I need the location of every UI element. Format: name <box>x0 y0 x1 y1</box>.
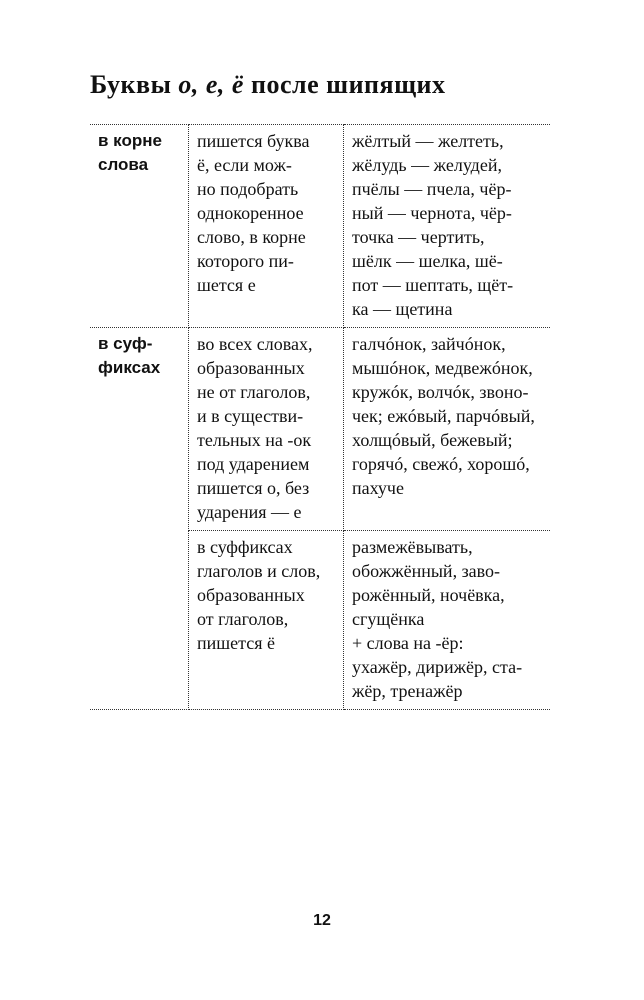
rule-line: пишется буква <box>197 131 310 151</box>
example-line: размежёвывать, <box>352 537 473 557</box>
rule-line: которого пи- <box>197 251 294 271</box>
table-row <box>90 125 550 328</box>
example-line: + слова на -ёр: <box>352 633 464 653</box>
rule-line: однокоренное <box>197 203 304 223</box>
example-line: галчóнок, зайчóнок, <box>352 334 506 354</box>
rule-cell <box>189 328 344 531</box>
page-number: 12 <box>313 912 331 929</box>
example-line: жёлтый — желтеть, <box>352 131 504 151</box>
rule-line: пишется ё <box>197 633 275 653</box>
rule-line: ё, если мож- <box>197 155 292 175</box>
rule-line: глаголов и слов, <box>197 561 321 581</box>
examples-cell <box>344 125 551 328</box>
title-part-1: Буквы <box>90 70 172 99</box>
example-line: ный — чернота, чёр- <box>352 203 512 223</box>
example-line: ка — щетина <box>352 299 453 319</box>
page-title <box>90 70 446 100</box>
rule-line: шется е <box>197 275 256 295</box>
rule-line: слово, в корне <box>197 227 306 247</box>
example-line: точка — чертить, <box>352 227 485 247</box>
example-line: пот — шептать, щёт- <box>352 275 514 295</box>
rule-line: в суффиксах <box>197 537 293 557</box>
example-line: шёлк — шелка, шё- <box>352 251 503 271</box>
title-letters: о, е, ё <box>178 70 244 99</box>
example-line: жёлудь — желудей, <box>352 155 502 175</box>
example-line: обожжённый, заво- <box>352 561 501 581</box>
table-row <box>90 328 550 531</box>
rule-line: пишется о, без <box>197 478 310 498</box>
category-line: фиксах <box>98 358 161 377</box>
rule-cell <box>189 125 344 328</box>
title-part-2: после шипящих <box>250 70 446 99</box>
example-line: холщóвый, бежевый; <box>352 430 513 450</box>
rule-line: тельных на -ок <box>197 430 312 450</box>
rule-line: и в существи- <box>197 406 304 426</box>
example-line: кружóк, волчóк, звоно- <box>352 382 529 402</box>
rules-table <box>90 124 550 710</box>
category-line: в суф- <box>98 334 153 353</box>
example-line: рожённый, ночёвка, <box>352 585 505 605</box>
example-line: пахуче <box>352 478 404 498</box>
rule-line: образованных <box>197 585 305 605</box>
example-line: пчёлы — пчела, чёр- <box>352 179 512 199</box>
category-line: в корне <box>98 131 162 150</box>
rule-line: во всех словах, <box>197 334 313 354</box>
examples-cell <box>344 531 551 710</box>
example-line: жёр, тренажёр <box>352 681 463 701</box>
example-line: сгущёнка <box>352 609 425 629</box>
category-cell <box>90 328 189 710</box>
rule-line: образованных <box>197 358 305 378</box>
rule-line: от глаголов, <box>197 609 289 629</box>
category-line: слова <box>98 155 149 174</box>
rule-line: но подобрать <box>197 179 299 199</box>
example-line: мышóнок, медвежóнок, <box>352 358 533 378</box>
example-line: ухажёр, дирижёр, ста- <box>352 657 523 677</box>
rule-line: под ударением <box>197 454 310 474</box>
rule-cell <box>189 531 344 710</box>
example-line: горячó, свежó, хорошó, <box>352 454 530 474</box>
example-line: чек; ежóвый, парчóвый, <box>352 406 535 426</box>
rule-line: не от глаголов, <box>197 382 311 402</box>
examples-cell <box>344 328 551 531</box>
category-cell <box>90 125 189 328</box>
rule-line: ударения — е <box>197 502 302 522</box>
